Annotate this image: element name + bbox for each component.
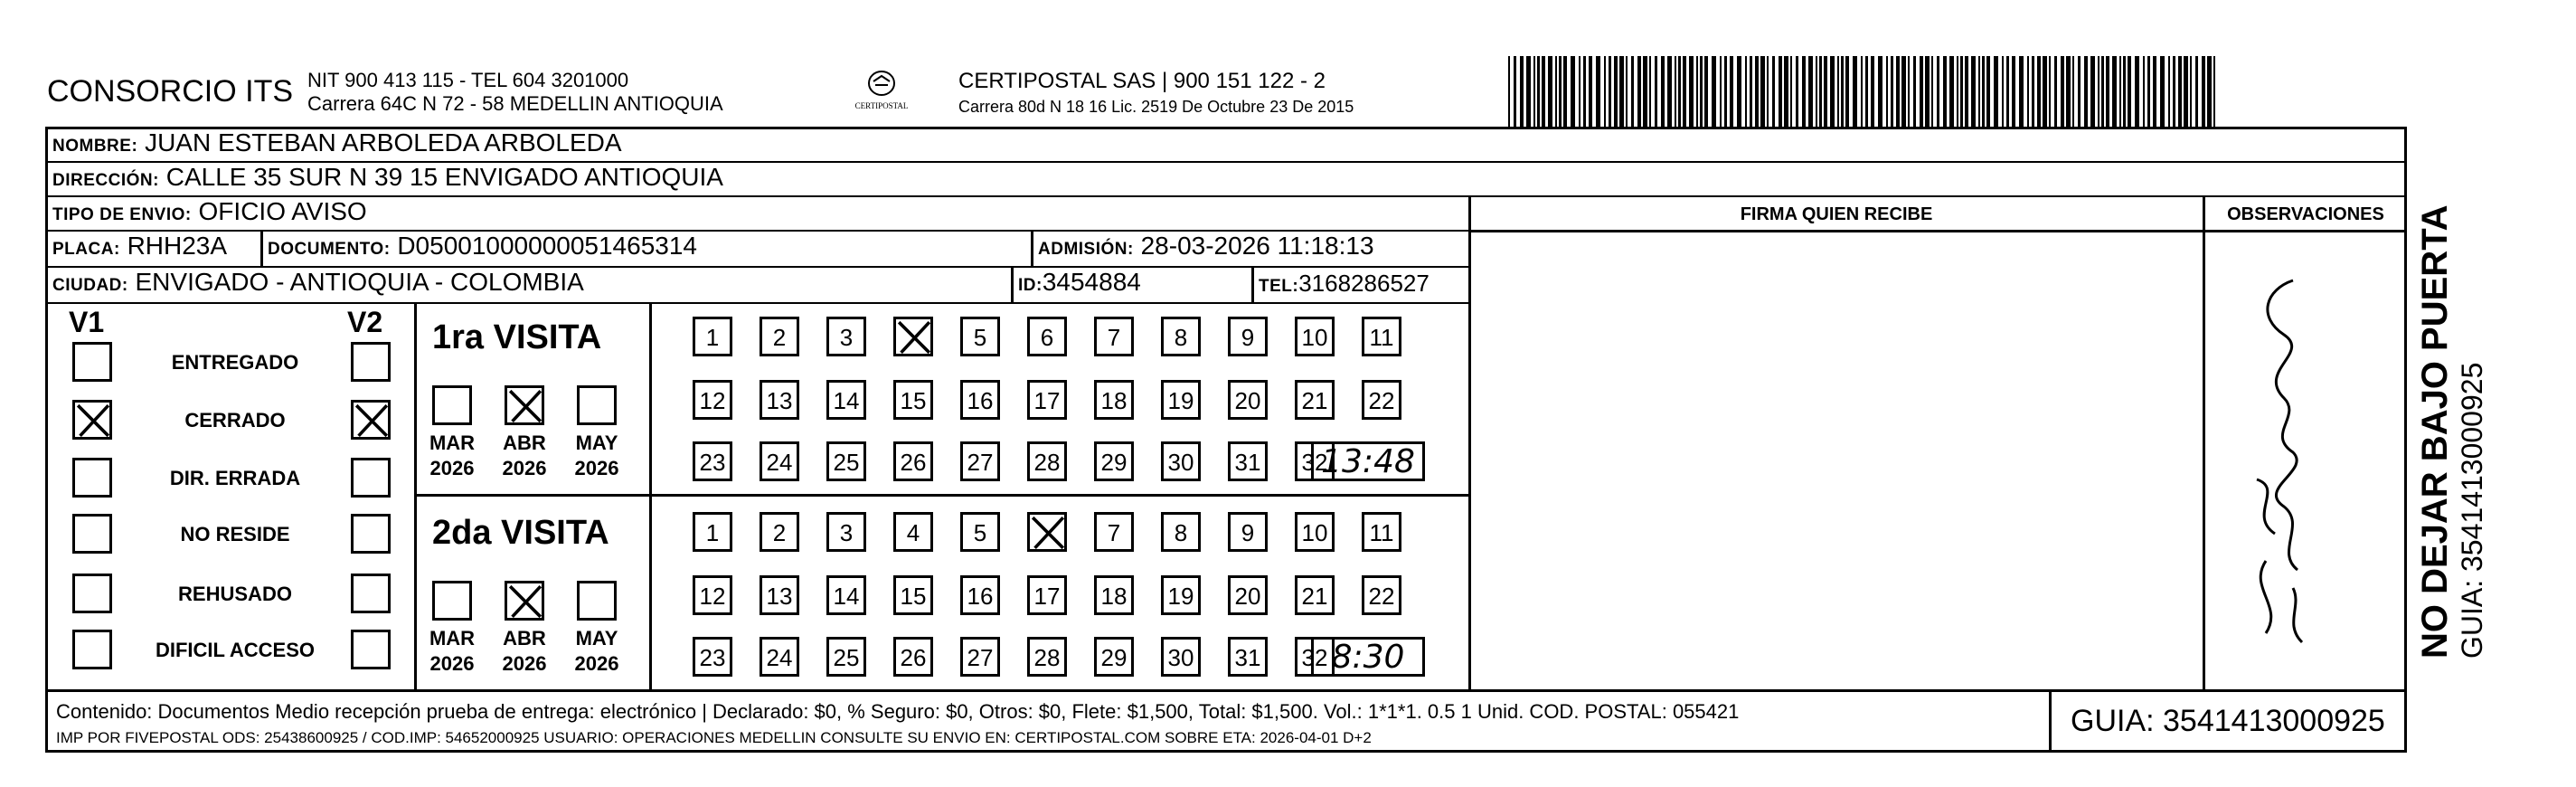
barcode-bar: [1925, 56, 1930, 127]
barcode-bar: [2002, 56, 2004, 127]
month-year: 2026: [429, 457, 475, 479]
month-year: 2026: [429, 652, 475, 675]
barcode-bar: [1796, 56, 1798, 127]
barcode-bar: [1533, 56, 1535, 127]
month-year: 2026: [502, 652, 547, 675]
barcode-bar: [2153, 56, 2156, 127]
barcode-bar: [1675, 56, 1676, 127]
barcode-bar: [1971, 56, 1976, 127]
day-box[interactable]: 22: [1362, 575, 1401, 615]
barcode-bar: [1802, 56, 1806, 127]
tel-label: TEL:: [1259, 277, 1299, 296]
certipostal-info: [958, 69, 1354, 119]
barcode-bar: [1896, 56, 1900, 127]
barcode-bar: [1853, 56, 1857, 127]
barcode-bar: [2012, 56, 2015, 127]
contenido-text: Contenido: Documentos Medio recepción prueba de entrega: electrónico | Declarado: $0, % Seguro: $0, Otros: $0, Flete: $1,500, Total: $1,500. Vol.: 1*1*1. 0.5 1 Unid. COD. POSTAL: 055421: [56, 700, 1740, 723]
barcode-bar: [2173, 56, 2175, 127]
barcode-bar: [1913, 56, 1916, 127]
month-checkbox[interactable]: [577, 581, 617, 621]
barcode-bar: [1637, 56, 1641, 127]
direccion-label: DIRECCIÓN:: [52, 171, 159, 190]
barcode-bar: [1589, 56, 1592, 127]
barcode-bar: [1982, 56, 1985, 127]
barcode-bar: [1520, 56, 1524, 127]
barcode-bar: [1845, 56, 1849, 127]
row-placa: [45, 232, 1470, 268]
month-checkbox[interactable]: [432, 581, 472, 621]
ciudad-value: ENVIGADO - ANTIOQUIA - COLOMBIA: [135, 268, 584, 296]
day-box[interactable]: 31: [1228, 441, 1268, 481]
barcode-bar: [1943, 56, 1947, 127]
day-box[interactable]: 5: [960, 317, 1000, 356]
barcode-bar: [2119, 56, 2121, 127]
day-box[interactable]: 9: [1228, 512, 1268, 552]
side-notice: [2415, 204, 2489, 659]
barcode-bar: [1683, 56, 1686, 127]
company-name: CONSORCIO ITS: [47, 74, 294, 109]
day-box[interactable]: 27: [960, 637, 1000, 677]
barcode-bar: [1986, 56, 1990, 127]
day-box[interactable]: 21: [1295, 380, 1335, 420]
barcode-bar: [2168, 56, 2170, 127]
barcode-bar: [2043, 56, 2047, 127]
visit-divider: [649, 304, 652, 689]
id-cell: [1018, 268, 1141, 297]
day-box[interactable]: 26: [893, 441, 933, 481]
barcode-bar: [2112, 56, 2117, 127]
day-box[interactable]: 11: [1362, 512, 1401, 552]
day-box[interactable]: 16: [960, 575, 1000, 615]
day-box[interactable]: 7: [1094, 317, 1134, 356]
barcode-bar: [1563, 56, 1567, 127]
v2-checkbox-3[interactable]: [351, 514, 391, 554]
visit-separator: [414, 494, 1468, 497]
barcode-bar: [1767, 56, 1769, 127]
day-box[interactable]: 24: [760, 441, 799, 481]
tipo-label: TIPO DE ENVIO:: [52, 205, 192, 224]
barcode-bar: [2143, 56, 2145, 127]
barcode-bar: [1960, 56, 1963, 127]
barcode-bar: [1994, 56, 1998, 127]
month-label: [497, 626, 552, 677]
barcode-bar: [1901, 56, 1906, 127]
visit-time: 8:30: [1311, 637, 1425, 677]
divider: [1031, 232, 1033, 268]
day-box[interactable]: 30: [1161, 637, 1201, 677]
day-box[interactable]: 2: [760, 317, 799, 356]
v1-checkbox-2[interactable]: [72, 458, 112, 498]
tel-value: 3168286527: [1298, 270, 1430, 297]
barcode-bar: [1514, 56, 1516, 127]
header-underline: [1468, 230, 2407, 232]
day-box[interactable]: 4: [893, 512, 933, 552]
documento-label: DOCUMENTO:: [268, 240, 391, 259]
side-guia: GUIA: 3541413000925: [2456, 362, 2488, 659]
day-box[interactable]: 6: [1027, 317, 1067, 356]
day-box[interactable]: 10: [1295, 317, 1335, 356]
day-box[interactable]: 19: [1161, 380, 1201, 420]
v1-checkbox-4[interactable]: [72, 574, 112, 613]
barcode-bar: [1583, 56, 1586, 127]
day-box[interactable]: 18: [1094, 380, 1134, 420]
day-box[interactable]: 3: [826, 512, 866, 552]
visit-time: 13:48: [1311, 441, 1425, 481]
month-checkbox[interactable]: [577, 385, 617, 425]
admision-cell: [1038, 232, 1374, 261]
barcode-bar: [1816, 56, 1817, 127]
barcode-bar: [1667, 56, 1672, 127]
visit-title: 1ra VISITA: [432, 318, 602, 356]
id-value: 3454884: [1042, 268, 1141, 296]
month-name: ABR: [503, 431, 546, 454]
day-box[interactable]: 7: [1094, 512, 1134, 552]
barcode-bar: [2135, 56, 2139, 127]
status-divider: [414, 304, 417, 689]
v1-checkbox-1[interactable]: [72, 400, 112, 440]
company-info: [307, 69, 723, 116]
v1-label: V1: [69, 306, 105, 338]
barcode-bar: [2213, 56, 2215, 127]
certipostal-logo: [850, 67, 913, 118]
barcode-bar: [2202, 56, 2205, 127]
barcode-bar: [1596, 56, 1600, 127]
nombre-label: NOMBRE:: [52, 137, 138, 156]
barcode-bar: [1720, 56, 1722, 127]
barcode-bar: [2072, 56, 2074, 127]
day-box[interactable]: 16: [960, 380, 1000, 420]
nit-line: NIT 900 413 115 - TEL 604 3201000: [307, 69, 629, 91]
v2-checkbox-5[interactable]: [351, 630, 391, 669]
id-label: ID:: [1018, 276, 1043, 295]
barcode-bar: [1542, 56, 1545, 127]
v2-label: V2: [347, 306, 383, 338]
month-year: 2026: [574, 652, 619, 675]
barcode: [1508, 56, 2222, 127]
day-box[interactable]: 22: [1362, 380, 1401, 420]
barcode-bar: [1730, 56, 1733, 127]
barcode-bar: [1784, 56, 1788, 127]
barcode-bar: [1841, 56, 1844, 127]
barcode-bar: [1830, 56, 1835, 127]
status-option-label: REHUSADO: [178, 583, 292, 605]
row-tipo: [45, 197, 1470, 232]
day-box[interactable]: 14: [826, 380, 866, 420]
day-box[interactable]: 25: [826, 637, 866, 677]
imp-text: IMP POR FIVEPOSTAL ODS: 25438600925 / COD.IMP: 54652000925 USUARIO: OPERACIONES MEDELLIN CONSULTE SU ENVIO EN: CERTIPOSTAL.COM SOBRE ETA: 2026-04-01 D+2: [56, 729, 1372, 746]
barcode-bar: [2123, 56, 2126, 127]
tel-cell: [1259, 270, 1430, 298]
firma-divider: [1468, 197, 1471, 689]
guia-divider: [2049, 689, 2052, 753]
barcode-bar: [1957, 56, 1958, 127]
barcode-bar: [1704, 56, 1708, 127]
barcode-bar: [2147, 56, 2150, 127]
month-checkbox[interactable]: [432, 385, 472, 425]
month-label: [425, 626, 479, 677]
day-box[interactable]: 23: [693, 637, 732, 677]
barcode-bar: [1559, 56, 1562, 127]
v1-checkbox-0[interactable]: [72, 342, 112, 382]
barcode-bar: [1745, 56, 1747, 127]
day-box[interactable]: 9: [1228, 317, 1268, 356]
tipo-value: OFICIO AVISO: [198, 197, 367, 225]
barcode-bar: [1837, 56, 1839, 127]
barcode-bar: [1526, 56, 1531, 127]
observaciones-header: OBSERVACIONES: [2227, 204, 2384, 224]
barcode-bar: [1579, 56, 1581, 127]
barcode-bar: [1678, 56, 1681, 127]
barcode-bar: [1908, 56, 1910, 127]
day-box[interactable]: 17: [1027, 380, 1067, 420]
barcode-bar: [1772, 56, 1775, 127]
day-box[interactable]: 8: [1161, 512, 1201, 552]
barcode-bar: [1614, 56, 1618, 127]
admision-label: ADMISIÓN:: [1038, 240, 1134, 259]
day-box[interactable]: 25: [826, 441, 866, 481]
status-option-label: CERRADO: [184, 409, 286, 431]
month-year: 2026: [502, 457, 547, 479]
day-box[interactable]: 29: [1094, 637, 1134, 677]
day-box[interactable]: 31: [1228, 637, 1268, 677]
barcode-bar: [2066, 56, 2071, 127]
barcode-bar: [1824, 56, 1827, 127]
barcode-bar: [2006, 56, 2009, 127]
no-dejar-text: NO DEJAR BAJO PUERTA: [2415, 204, 2455, 659]
barcode-bar: [1696, 56, 1698, 127]
day-box[interactable]: 2: [760, 512, 799, 552]
barcode-bar: [1649, 56, 1651, 127]
status-option-label: ENTREGADO: [171, 351, 299, 374]
barcode-bar: [2090, 56, 2095, 127]
barcode-bar: [2178, 56, 2182, 127]
barcode-bar: [1750, 56, 1752, 127]
barcode-bar: [2184, 56, 2188, 127]
barcode-bar: [2027, 56, 2029, 127]
visit-title: 2da VISITA: [432, 514, 609, 552]
v2-checkbox-4[interactable]: [351, 574, 391, 613]
month-checkbox[interactable]: [505, 581, 544, 621]
documento-cell: [268, 232, 697, 261]
barcode-bar: [2084, 56, 2088, 127]
barcode-bar: [2128, 56, 2131, 127]
barcode-bar: [1819, 56, 1822, 127]
day-box[interactable]: 24: [760, 637, 799, 677]
barcode-bar: [1724, 56, 1727, 127]
status-option-label: DIFICIL ACCESO: [155, 639, 315, 661]
barcode-bar: [1891, 56, 1893, 127]
day-box[interactable]: [1027, 512, 1067, 552]
barcode-bar: [1920, 56, 1923, 127]
direccion-value: CALLE 35 SUR N 39 15 ENVIGADO ANTIOQUIA: [165, 163, 723, 191]
barcode-bar: [1712, 56, 1716, 127]
day-box[interactable]: 1: [693, 317, 732, 356]
month-name: MAR: [429, 431, 476, 454]
day-box[interactable]: 28: [1027, 637, 1067, 677]
day-box[interactable]: 32: [1295, 441, 1335, 481]
day-box[interactable]: [893, 317, 933, 356]
barcode-bar: [2207, 56, 2212, 127]
barcode-bar: [2049, 56, 2051, 127]
day-box[interactable]: 12: [693, 380, 732, 420]
day-box[interactable]: 8: [1161, 317, 1201, 356]
barcode-bar: [1604, 56, 1606, 127]
day-box[interactable]: 29: [1094, 441, 1134, 481]
barcode-bar: [1571, 56, 1575, 127]
day-box[interactable]: 10: [1295, 512, 1335, 552]
barcode-bar: [1965, 56, 1968, 127]
barcode-bar: [1555, 56, 1557, 127]
barcode-bar: [2195, 56, 2198, 127]
barcode-bar: [2190, 56, 2192, 127]
row-ciudad: [45, 268, 1470, 304]
barcode-bar: [1886, 56, 1888, 127]
v1-checkbox-3[interactable]: [72, 514, 112, 554]
status-option-label: NO RESIDE: [180, 523, 290, 545]
barcode-bar: [2106, 56, 2109, 127]
barcode-bar: [2078, 56, 2081, 127]
certipostal-line: CERTIPOSTAL SAS | 900 151 122 - 2: [958, 69, 1326, 93]
barcode-bar: [1643, 56, 1647, 127]
barcode-bar: [2160, 56, 2165, 127]
day-box[interactable]: 30: [1161, 441, 1201, 481]
barcode-bar: [1609, 56, 1611, 127]
barcode-bar: [1760, 56, 1765, 127]
v2-checkbox-1[interactable]: [351, 400, 391, 440]
barcode-bar: [1689, 56, 1694, 127]
barcode-bar: [1619, 56, 1624, 127]
month-label: [570, 626, 624, 677]
day-box[interactable]: 1: [693, 512, 732, 552]
obs-divider: [2203, 197, 2205, 689]
month-checkbox[interactable]: [505, 385, 544, 425]
barcode-bar: [1865, 56, 1868, 127]
month-name: MAR: [429, 627, 476, 650]
barcode-bar: [2101, 56, 2104, 127]
barcode-bar: [1871, 56, 1874, 127]
footer-separator: [45, 689, 2407, 692]
day-box[interactable]: 20: [1228, 575, 1268, 615]
month-name: ABR: [503, 627, 546, 650]
month-name: MAY: [575, 627, 618, 650]
barcode-bar: [1655, 56, 1657, 127]
guia-number: GUIA: 3541413000925: [2071, 704, 2385, 738]
day-box[interactable]: 17: [1027, 575, 1067, 615]
row-nombre: [45, 128, 2407, 163]
barcode-bar: [1631, 56, 1634, 127]
v2-checkbox-0[interactable]: [351, 342, 391, 382]
day-box[interactable]: 27: [960, 441, 1000, 481]
barcode-bar: [1949, 56, 1954, 127]
barcode-bar: [1755, 56, 1759, 127]
svg-text:CERTIPOSTAL: CERTIPOSTAL: [854, 101, 909, 110]
certipostal-address: Carrera 80d N 18 16 Lic. 2519 De Octubre 23 De 2015: [958, 98, 1354, 116]
status-option-label: DIR. ERRADA: [169, 467, 301, 489]
day-box[interactable]: 11: [1362, 317, 1401, 356]
month-year: 2026: [574, 457, 619, 479]
day-box[interactable]: 18: [1094, 575, 1134, 615]
documento-value: D05001000000051465314: [397, 232, 697, 260]
barcode-bar: [2032, 56, 2034, 127]
barcode-bar: [2054, 56, 2057, 127]
day-box[interactable]: 13: [760, 575, 799, 615]
day-box[interactable]: 20: [1228, 380, 1268, 420]
firma-header: FIRMA QUIEN RECIBE: [1740, 204, 1933, 224]
day-box[interactable]: 15: [893, 380, 933, 420]
day-box[interactable]: 21: [1295, 575, 1335, 615]
barcode-bar: [2061, 56, 2064, 127]
barcode-bar: [1626, 56, 1628, 127]
divider: [1251, 268, 1254, 304]
barcode-bar: [1661, 56, 1665, 127]
divider: [1011, 268, 1014, 304]
day-box[interactable]: 26: [893, 637, 933, 677]
day-box[interactable]: 13: [760, 380, 799, 420]
barcode-bar: [1937, 56, 1939, 127]
barcode-bar: [1878, 56, 1882, 127]
day-box[interactable]: 12: [693, 575, 732, 615]
day-box[interactable]: 23: [693, 441, 732, 481]
day-box[interactable]: 14: [826, 575, 866, 615]
barcode-bar: [1737, 56, 1741, 127]
barcode-bar: [1790, 56, 1792, 127]
barcode-bar: [1808, 56, 1813, 127]
barcode-bar: [1978, 56, 1980, 127]
divider: [260, 232, 263, 268]
address-line: Carrera 64C N 72 - 58 MEDELLIN ANTIOQUIA: [307, 92, 723, 115]
placa-value: RHH23A: [127, 232, 228, 260]
v1-checkbox-5[interactable]: [72, 630, 112, 669]
month-label: [570, 431, 624, 481]
ciudad-label: CIUDAD:: [52, 276, 128, 295]
day-box[interactable]: 32: [1295, 637, 1335, 677]
nombre-value: JUAN ESTEBAN ARBOLEDA ARBOLEDA: [145, 128, 622, 156]
v2-checkbox-2[interactable]: [351, 458, 391, 498]
barcode-bar: [1508, 56, 1510, 127]
admision-value: 28-03-2026 11:18:13: [1140, 232, 1374, 260]
barcode-bar: [1700, 56, 1703, 127]
barcode-bar: [1779, 56, 1782, 127]
month-name: MAY: [575, 431, 618, 454]
signature: [2230, 262, 2338, 656]
barcode-bar: [1537, 56, 1540, 127]
barcode-bar: [2037, 56, 2041, 127]
placa-label: PLACA:: [52, 240, 120, 259]
day-box[interactable]: 3: [826, 317, 866, 356]
month-label: [425, 431, 479, 481]
day-box[interactable]: 19: [1161, 575, 1201, 615]
barcode-bar: [1931, 56, 1933, 127]
month-label: [497, 431, 552, 481]
barcode-bar: [1861, 56, 1863, 127]
day-box[interactable]: 15: [893, 575, 933, 615]
barcode-bar: [1548, 56, 1552, 127]
row-direccion: [45, 163, 2407, 197]
barcode-bar: [2019, 56, 2024, 127]
day-box[interactable]: 28: [1027, 441, 1067, 481]
day-box[interactable]: 5: [960, 512, 1000, 552]
barcode-bar: [2098, 56, 2099, 127]
